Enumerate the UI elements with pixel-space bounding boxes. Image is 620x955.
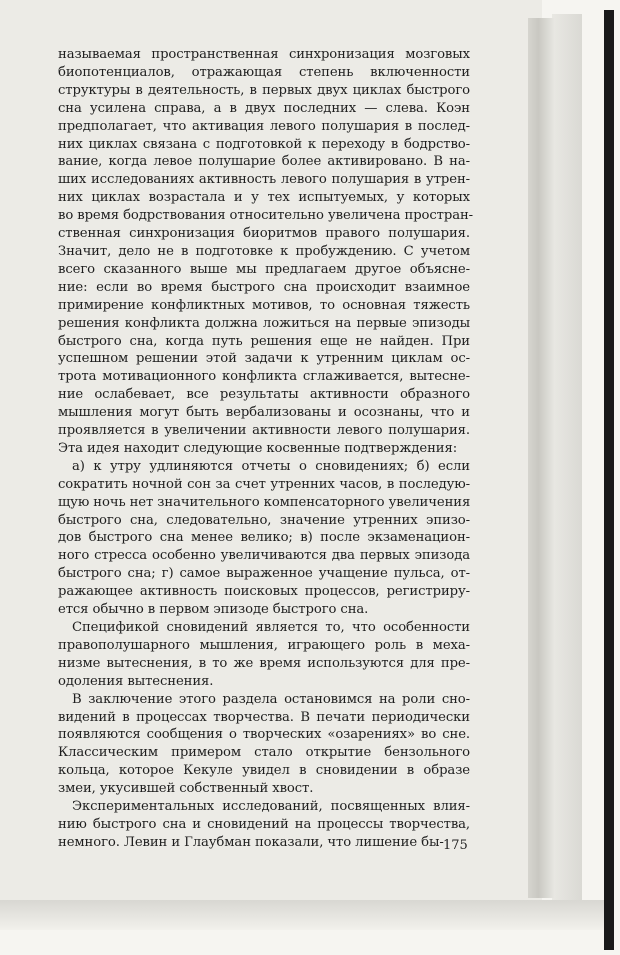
- text-line: кольца, которое Кекуле увидел в сновидении в образе: [58, 763, 470, 779]
- text-line: низме вытеснения, в то же время используются для пре-: [58, 655, 470, 671]
- text-line: ние: если во время быстрого сна происходит взаимное: [58, 279, 470, 295]
- text-line: всего сказанного выше мы предлагаем другое объясне-: [58, 261, 470, 277]
- text-line: решения конфликта должна ложиться на первые эпизоды: [58, 315, 470, 331]
- text-line: Эта идея находит следующие косвенные подтверждения:: [58, 440, 458, 456]
- book-spine-shadow: [604, 10, 614, 950]
- text-line: во время бодрствования относительно увеличена простран-: [58, 208, 474, 224]
- text-line: дов быстрого сна менее велико; в) после экзаменацион-: [58, 530, 470, 546]
- text-line: правополушарного мышления, играющего роль в меха-: [58, 637, 470, 653]
- text-line: сна усилена справа, а в двух последних — слева. Коэн: [58, 100, 470, 116]
- text-line: них циклах связана с подготовкой к переходу в бодрство-: [58, 136, 470, 152]
- paragraph: [58, 619, 470, 691]
- text-line: мышления могут быть вербализованы и осознаны, что и: [58, 405, 470, 421]
- text-line: вание, когда левое полушарие более активировано. В на-: [58, 154, 470, 170]
- page-body-text: [58, 46, 474, 852]
- text-line: ших исследованиях активность левого полушария в утрен-: [58, 172, 470, 188]
- text-line: щую ночь нет значительного компенсаторного увеличения: [58, 494, 471, 510]
- text-line: а) к утру удлиняются отчеты о сновидениях; б) если: [72, 458, 470, 474]
- text-line: одоления вытеснения.: [58, 673, 214, 689]
- text-line: видений в процессах творчества. В печати периодически: [58, 709, 470, 725]
- paragraph: [58, 46, 474, 458]
- text-line: них циклах возрастала и у тех испытуемых, у которых: [58, 190, 470, 206]
- text-line: Экспериментальных исследований, посвященных влия-: [72, 799, 470, 815]
- page-bottom-shadow: [0, 900, 604, 930]
- text-line: ного стресса особенно увеличиваются два первых эпизода: [58, 548, 470, 564]
- paragraph: [58, 458, 470, 619]
- page-edge: [528, 18, 554, 898]
- text-line: предполагает, что активация левого полушария в послед-: [58, 118, 470, 134]
- text-line: Значит, дело не в подготовке к пробуждению. С учетом: [58, 243, 470, 259]
- page-edge-back: [552, 14, 582, 900]
- text-line: Классическим примером стало открытие бензольного: [58, 745, 470, 761]
- text-line: называемая пространственная синхронизация мозговых: [58, 47, 470, 62]
- text-line: быстрого сна; г) самое выраженное учащение пульса, от-: [58, 566, 470, 582]
- paragraph: [58, 798, 470, 852]
- paragraph: [58, 691, 470, 798]
- text-line: ственная синхронизация биоритмов правого полушария.: [58, 226, 470, 242]
- text-line: немного. Левин и Глаубман показали, что лишение бы-: [58, 834, 444, 850]
- text-line: змеи, укусившей собственный хвост.: [58, 781, 314, 797]
- text-line: трота мотивационного конфликта сглаживается, вытесне-: [58, 369, 470, 385]
- text-line: успешном решении этой задачи к утренним циклам ос-: [58, 351, 470, 367]
- text-line: проявляется в увеличении активности левого полушария.: [58, 423, 470, 439]
- text-line: биопотенциалов, отражающая степень включенности: [58, 64, 470, 80]
- text-line: примирение конфликтных мотивов, то основная тяжесть: [58, 297, 470, 313]
- text-line: сократить ночной сон за счет утренних часов, в последую-: [58, 476, 470, 492]
- text-line: В заключение этого раздела остановимся на роли сно-: [72, 691, 470, 707]
- text-line: ется обычно в первом эпизоде быстрого сна.: [58, 602, 369, 618]
- text-line: Спецификой сновидений является то, что особенности: [72, 620, 470, 635]
- page-number: 175: [443, 838, 468, 853]
- text-line: появляются сообщения о творческих «озарениях» во сне.: [58, 727, 470, 743]
- text-line: структуры в деятельность, в первых двух циклах быстрого: [58, 82, 470, 98]
- text-line: быстрого сна, когда путь решения еще не найден. При: [58, 333, 470, 349]
- text-line: ражающее активность поисковых процессов, регистриру-: [58, 584, 470, 600]
- text-line: ние ослабевает, все результаты активности образного: [58, 387, 470, 403]
- text-line: быстрого сна, следовательно, значение утренних эпизо-: [58, 512, 470, 528]
- text-line: нию быстрого сна и сновидений на процессы творчества,: [58, 816, 470, 832]
